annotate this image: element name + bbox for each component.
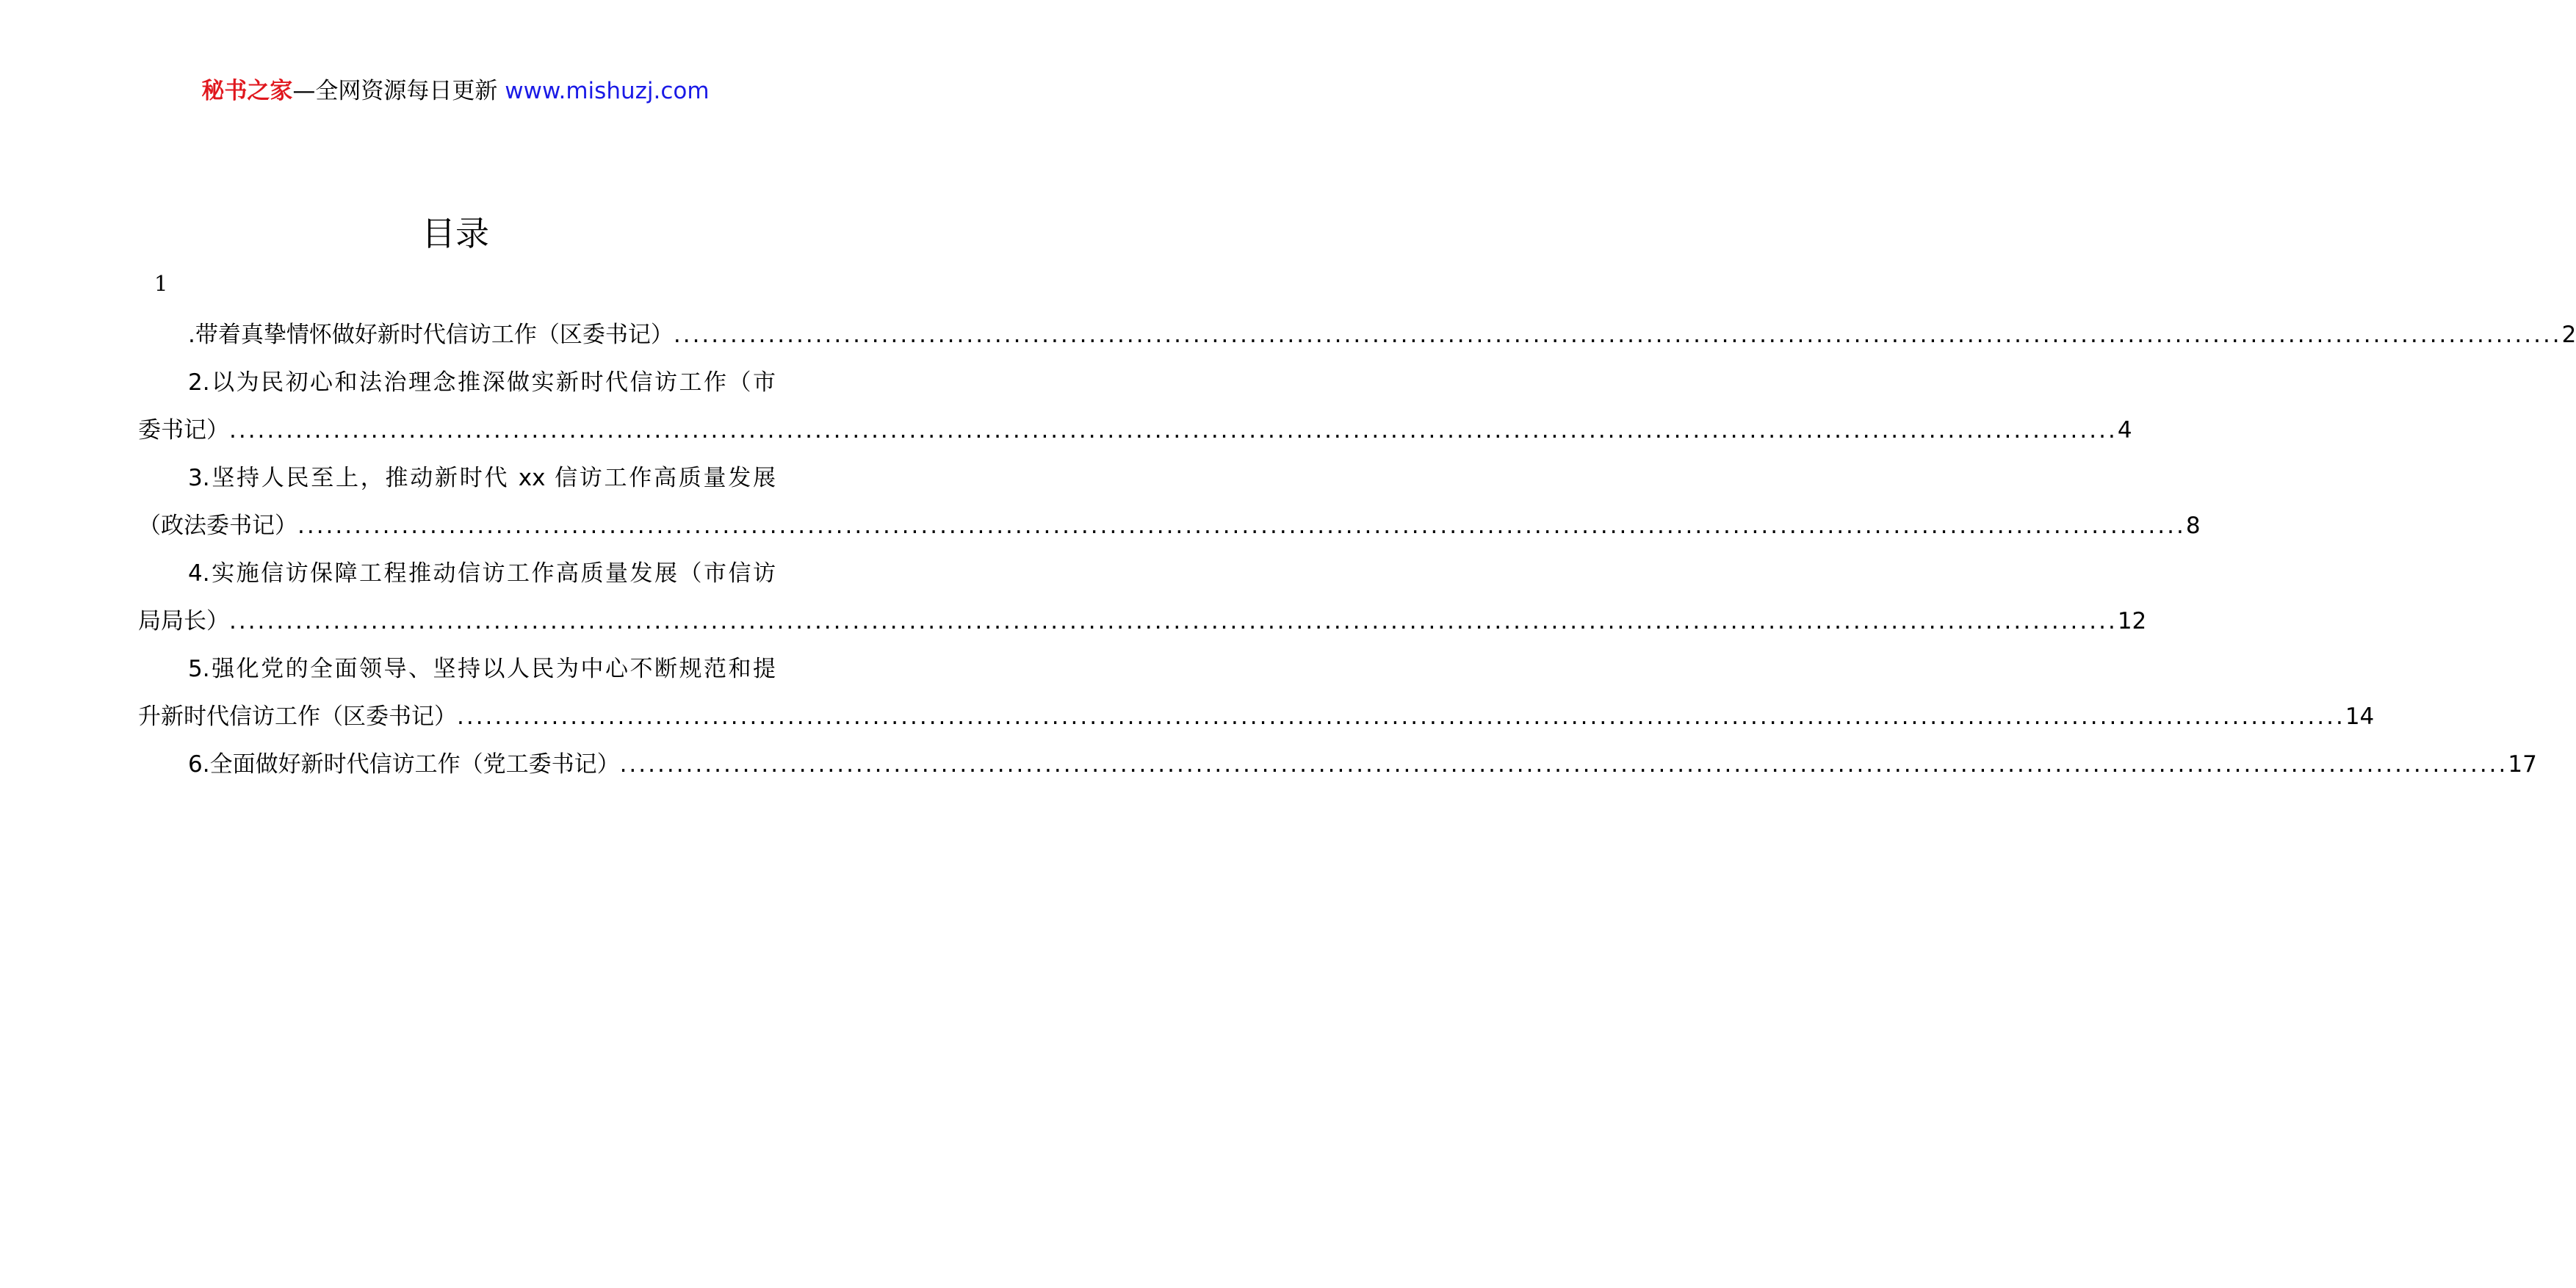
page-number-marker: 1: [154, 271, 168, 296]
dot-leader: ........................................................................................................................................................................................................: [673, 322, 2562, 348]
toc-entry-title: 6.全面做好新时代信访工作（党工委书记）: [188, 751, 620, 778]
dot-leader: ........................................................................................................................................................................................................: [229, 417, 2118, 444]
dot-leader: ........................................................................................................................................................................................................: [229, 608, 2118, 634]
toc-page-number: 17: [2508, 751, 2537, 778]
toc-page-number: 12: [2117, 608, 2147, 634]
dot-leader: ........................................................................................................................................................................................................: [297, 513, 2186, 539]
toc-entry-6[interactable]: [138, 741, 2537, 789]
toc-entry-3-line-1[interactable]: [138, 455, 776, 502]
toc-entry-4-line-1[interactable]: [138, 550, 776, 598]
toc-entry-title: 2.以为民初心和法治理念推深做实新时代信访工作（市: [188, 369, 776, 396]
toc-page-number: 2: [2561, 322, 2576, 348]
toc-entry-title: .带着真挚情怀做好新时代信访工作（区委书记）: [188, 322, 674, 348]
toc-entry-title-cont: 升新时代信访工作（区委书记）: [138, 703, 457, 730]
dot-leader: ........................................................................................................................................................................................................: [457, 703, 2345, 730]
site-url-link[interactable]: www.mishuzj.com: [505, 78, 710, 104]
toc-entry-title: 3.坚持人民至上，推动新时代 xx 信访工作高质量发展: [188, 465, 776, 491]
table-of-contents: [138, 311, 2576, 789]
brand-name: 秘书之家: [201, 78, 293, 104]
header-tagline: —全网资源每日更新: [292, 78, 498, 104]
dot-leader: ........................................................................................................................................................................................................: [619, 751, 2508, 778]
toc-entry-2-line-1[interactable]: [138, 359, 776, 407]
toc-entry-title-cont: （政法委书记）: [138, 513, 297, 539]
toc-entry-5-line-1[interactable]: [138, 645, 776, 693]
toc-page-number: 8: [2185, 513, 2201, 539]
toc-entry-3-line-2[interactable]: [138, 502, 2201, 550]
toc-entry-title-cont: 委书记）: [138, 417, 229, 444]
toc-page-number: 14: [2345, 703, 2375, 730]
site-header: [0, 75, 911, 107]
page-title: 目录: [422, 214, 489, 253]
toc-entry-5-line-2[interactable]: [138, 693, 2375, 741]
toc-entry-title: 5.强化党的全面领导、坚持以人民为中心不断规范和提: [188, 656, 776, 682]
toc-entry-2-line-2[interactable]: [138, 407, 2132, 455]
toc-entry-4-line-2[interactable]: [138, 598, 2147, 645]
toc-entry-title: 4.实施信访保障工程推动信访工作高质量发展（市信访: [188, 560, 776, 587]
toc-entry-title-cont: 局局长）: [138, 608, 229, 634]
toc-page-number: 4: [2117, 417, 2132, 444]
toc-entry-1[interactable]: [138, 311, 2576, 359]
